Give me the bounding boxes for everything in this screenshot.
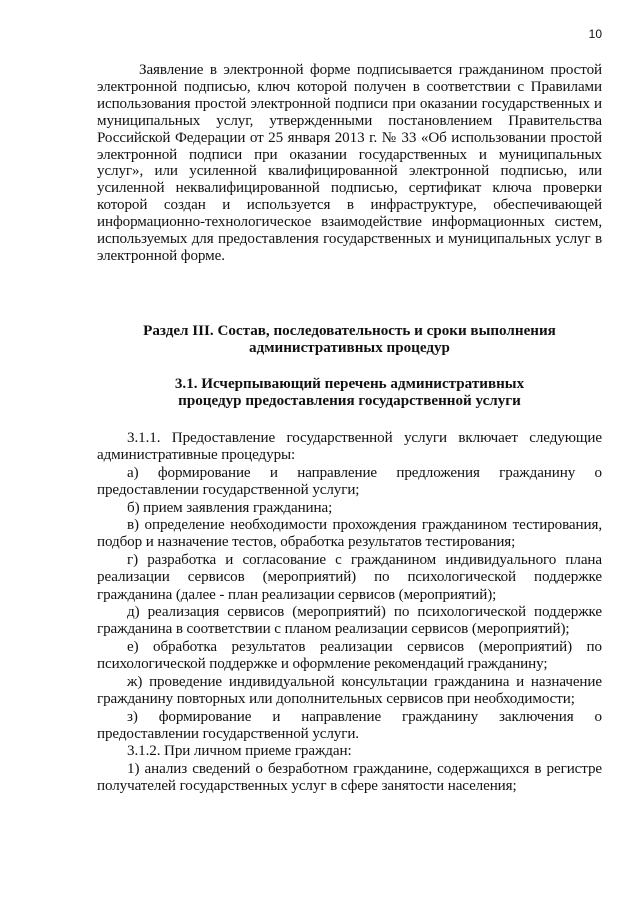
procedure-item-zh: ж) проведение индивидуальной консультации гражданина и назначение гражданину повторных или дополнительных сервисов при необходимости; <box>97 673 602 708</box>
procedure-item-b: б) прием заявления гражданина; <box>127 499 333 516</box>
page-number: 10 <box>588 27 602 41</box>
section-heading <box>97 323 602 357</box>
clause-3-1-2-item-1: 1) анализ сведений о безработном гражданине, содержащихся в регистре получателей государственных услуг в сфере занятости населения; <box>97 760 602 795</box>
procedure-item-z: з) формирование и направление гражданину заключения о предоставлении государственной услуги. <box>97 708 602 742</box>
procedure-item-d: д) реализация сервисов (мероприятий) по психологической поддержке гражданина в соответствии с планом реализации сервисов (мероприятий); <box>97 604 602 638</box>
section-heading-line-2: административных процедур <box>249 340 450 356</box>
procedures-block <box>97 430 602 796</box>
subsection-heading-line-2: процедур предоставления государственной услуги <box>178 393 521 409</box>
intro-block <box>97 62 602 265</box>
subsection-heading-line-1: 3.1. Исчерпывающий перечень административных <box>174 376 525 392</box>
clause-3-1-1: 3.1.1. Предоставление государственной услуги включает следующие административные процедуры: <box>97 430 602 464</box>
subsection-heading <box>97 376 602 410</box>
procedure-item-g: г) разработка и согласование с гражданином индивидуального плана реализации сервисов (мероприятий) по психологической поддержке гражданина (далее - план реализации сервисов (мероприятий); <box>97 551 602 603</box>
procedure-item-v: в) определение необходимости прохождения гражданином тестирования, подбор и назначение тестов, обработка результатов тестирования; <box>97 517 602 551</box>
clause-3-1-2: 3.1.2. При личном приеме граждан: <box>127 743 352 760</box>
procedure-item-a: а) формирование и направление предложения гражданину о предоставлении государственной услуги; <box>97 464 602 499</box>
intro-paragraph: Заявление в электронной форме подписывается гражданином простой электронной подписью, ключ которой получен в соответствии с Правилами использования простой электронной подписи при оказании государственных и муниципальных услуг, утвержденными постановлением Правительства Российской Федерации от 25 января 2013 г. № 33 «Об использовании простой электронной подписи при оказании государственных и муниципальных услуг», или усиленной квалифицированной электронной подписью, или усиленной неквалифицированной подписью, сертификат ключа проверки которой создан и используется в инфраструктуре, обеспечивающей информационно-технологическое взаимодействие информационных систем, используемых для предоставления государственных и муниципальных услуг в электронной форме. <box>97 62 602 264</box>
procedure-item-e: е) обработка результатов реализации сервисов (мероприятий) по психологической поддержке и оформление рекомендаций гражданину; <box>97 638 602 673</box>
section-heading-line-1: Раздел III. Состав, последовательность и сроки выполнения <box>143 323 556 339</box>
